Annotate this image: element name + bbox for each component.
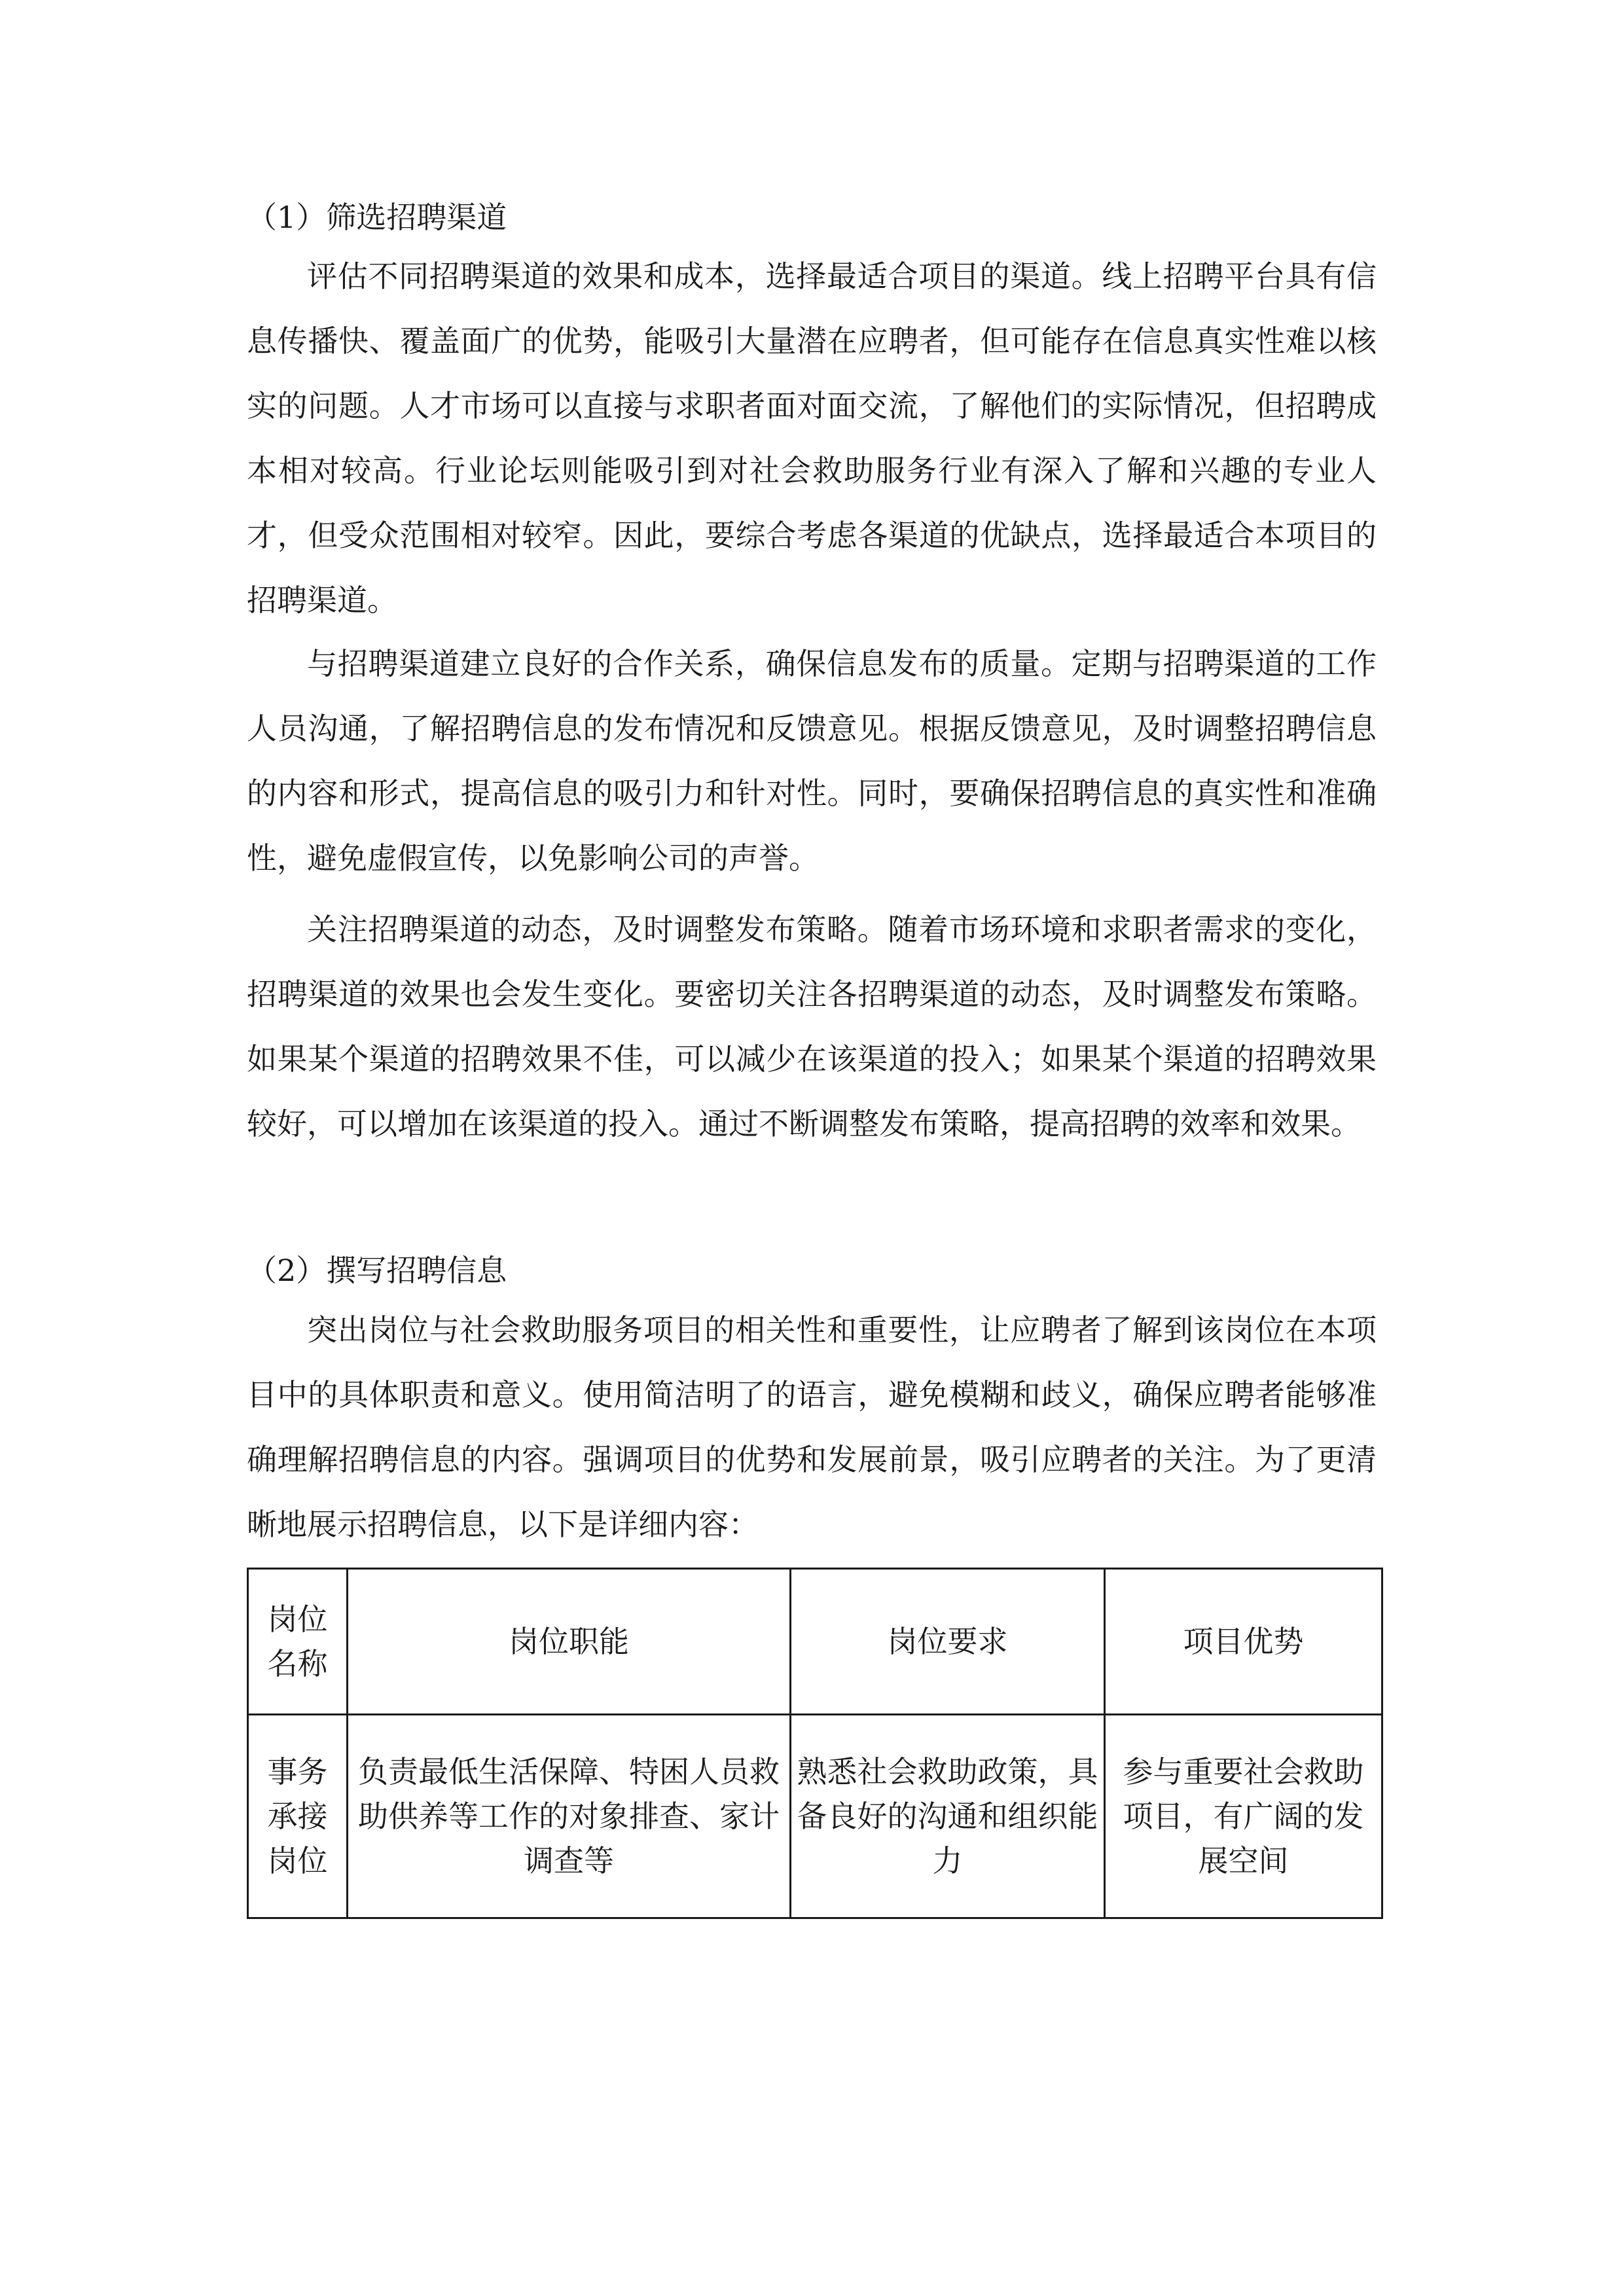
header-position-name: 岗位名称 <box>248 1569 348 1715</box>
section-1-paragraph-2: 与招聘渠道建立良好的合作关系，确保信息发布的质量。定期与招聘渠道的工作人员沟通，了解招聘信息的发布情况和反馈意见。根据反馈意见，及时调整招聘信息的内容和形式，提高信息的吸引力和针对性。同时，要确保招聘信息的真实性和准确性，避免虚假宣传，以免影响公司的声誉。 <box>247 646 1377 876</box>
recruitment-table <box>247 1568 1383 1919</box>
cell-position-requirements: 熟悉社会救助政策，具备良好的沟通和组织能力 <box>791 1715 1105 1918</box>
section-1-paragraph-3: 关注招聘渠道的动态，及时调整发布策略。随着市场环境和求职者需求的变化，招聘渠道的效果也会发生变化。要密切关注各招聘渠道的动态，及时调整发布策略。如果某个渠道的招聘效果不佳，可以减少在该渠道的投入；如果某个渠道的招聘效果较好，可以增加在该渠道的投入。通过不断调整发布策略，提高招聘的效率和效果。 <box>247 912 1377 1141</box>
section-2-heading: （2）撰写招聘信息 <box>247 1253 507 1288</box>
table-row <box>248 1715 1382 1918</box>
cell-project-advantages: 参与重要社会救助项目，有广阔的发展空间 <box>1105 1715 1382 1918</box>
section-2-paragraph-1: 突出岗位与社会救助服务项目的相关性和重要性，让应聘者了解到该岗位在本项目中的具体职责和意义。使用简洁明了的语言，避免模糊和歧义，确保应聘者能够准确理解招聘信息的内容。强调项目的优势和发展前景，吸引应聘者的关注。为了更清晰地展示招聘信息，以下是详细内容： <box>247 1312 1377 1542</box>
section-1-heading: （1）筛选招聘渠道 <box>247 200 507 235</box>
cell-position-name: 事务承接岗位 <box>248 1715 348 1918</box>
header-project-advantages: 项目优势 <box>1105 1569 1382 1715</box>
section-1-paragraph-1: 评估不同招聘渠道的效果和成本，选择最适合项目的渠道。线上招聘平台具有信息传播快、覆盖面广的优势，能吸引大量潜在应聘者，但可能存在信息真实性难以核实的问题。人才市场可以直接与求职者面对面交流，了解他们的实际情况，但招聘成本相对较高。行业论坛则能吸引到对社会救助服务行业有深入了解和兴趣的专业人才，但受众范围相对较窄。因此，要综合考虑各渠道的优缺点，选择最适合本项目的招聘渠道。 <box>247 259 1377 618</box>
cell-position-function: 负责最低生活保障、特困人员救助供养等工作的对象排查、家计调查等 <box>348 1715 791 1918</box>
header-position-requirements: 岗位要求 <box>791 1569 1105 1715</box>
header-position-function: 岗位职能 <box>348 1569 791 1715</box>
table-header-row <box>248 1569 1382 1715</box>
